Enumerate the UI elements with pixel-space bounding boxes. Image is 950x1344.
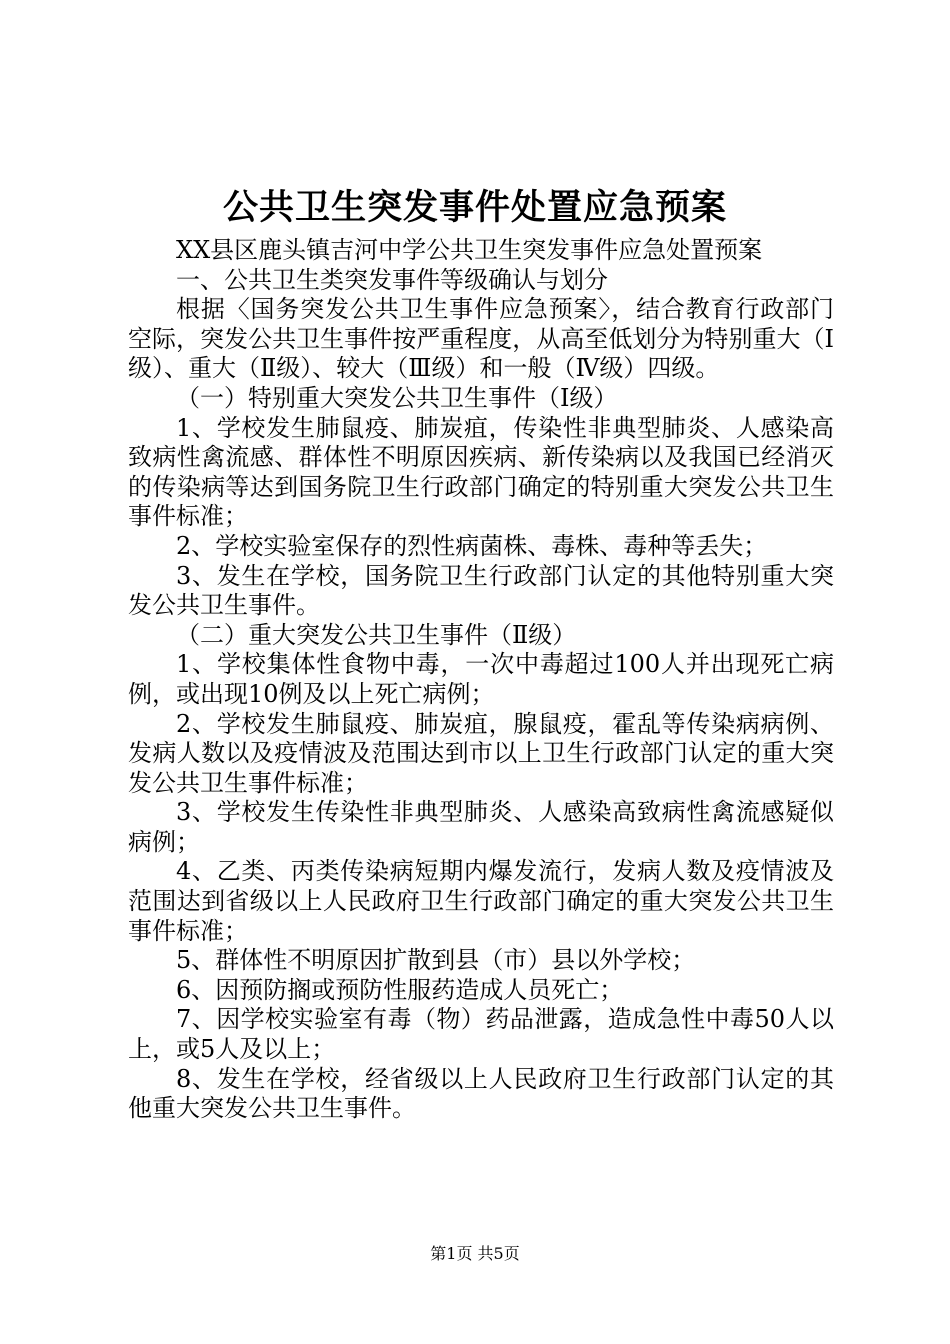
paragraph-section-one-heading: 一、公共卫生类突发事件等级确认与划分 [176,265,608,294]
paragraph-level-two-item-1: 1、学校集体性食物中毒，一次中毒超过100人并出现死亡病例，或出现10例及以上死亡病例； [128,650,834,708]
paragraph-level-one-item-3: 3、发生在学校，国务院卫生行政部门认定的其他特别重大突发公共卫生事件。 [128,561,834,620]
page-number-footer: 第1页 共5页 [430,1244,520,1263]
paragraph-level-one-item-1: 1、学校发生肺鼠疫、肺炭疽，传染性非典型肺炎、人感染高致病性禽流感、群体性不明原因疾病、新传染病以及我国已经消灭的传染病等达到国务院卫生行政部门确定的特别重大突发公共卫生事件标准； [128,413,834,531]
paragraph-level-one-item-2: 2、学校实验室保存的烈性病菌株、毒株、毒种等丢失； [176,531,768,560]
paragraph-grading-basis: 根据〈国务突发公共卫生事件应急预案〉，结合教育行政部门空际，突发公共卫生事件按严重程度，从高至低划分为特别重大（Ⅰ级）、重大（Ⅱ级）、较大（Ⅲ级）和一般（Ⅳ级）四级。 [128,295,834,383]
paragraph-level-two-item-8: 8、发生在学校，经省级以上人民政府卫生行政部门认定的其他重大突发公共卫生事件。 [128,1064,834,1123]
paragraph-level-two-item-4: 4、乙类、丙类传染病短期内爆发流行，发病人数及疫情波及范围达到省级以上人民政府卫生行政部门确定的重大突发公共卫生事件标准； [128,857,834,945]
paragraph-level-two-item-7: 7、因学校实验室有毒（物）药品泄露，造成急性中毒50人以上，或5人及以上； [128,1005,834,1064]
paragraph-level-two-item-6: 6、因预防搁或预防性服药造成人员死亡； [176,975,624,1004]
paragraph-level-two-item-2: 2、学校发生肺鼠疫、肺炭疽，腺鼠疫，霍乱等传染病病例、发病人数以及疫情波及范围达到市以上卫生行政部门认定的重大突发公共卫生事件标准； [128,709,834,797]
paragraph-level-two-heading: （二）重大突发公共卫生事件（Ⅱ级） [176,620,577,649]
paragraph-level-one-heading: （一）特别重大突发公共卫生事件（Ⅰ级） [176,383,618,412]
paragraph-school-plan-heading: XX县区鹿头镇吉河中学公共卫生突发事件应急处置预案 [176,236,763,264]
document-title: 公共卫生突发事件处置应急预案 [222,187,727,228]
paragraph-level-two-item-5: 5、群体性不明原因扩散到县（市）县以外学校； [176,946,696,975]
document-body [128,236,834,1124]
paragraph-level-two-item-3: 3、学校发生传染性非典型肺炎、人感染高致病性禽流感疑似病例； [128,798,834,856]
